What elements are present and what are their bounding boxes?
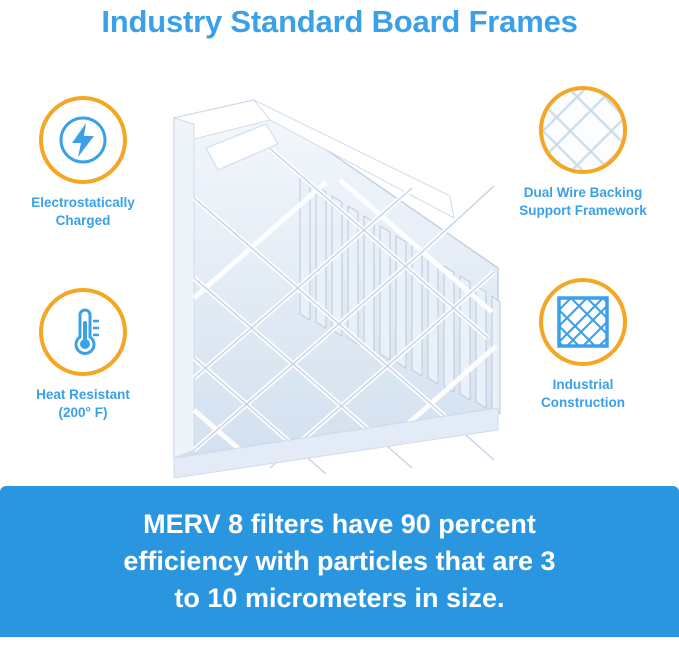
lightning-bolt-icon [57,114,109,166]
feature-icon-frame [39,288,127,376]
feature-electrostatically-charged [8,96,158,230]
feature-label-line1: Dual Wire Backing [523,185,643,200]
feature-label-line2: Support Framework [519,203,647,218]
banner-line-2: efficiency with particles that are 3 [123,546,556,576]
feature-label-line1: Heat Resistant [36,387,130,402]
wire-mesh-icon [543,89,623,171]
feature-label-line1: Industrial [552,377,614,392]
merv-info-banner [0,486,679,637]
feature-icon-frame [539,86,627,174]
feature-heat-resistant [8,288,158,422]
feature-label-line2: Charged [55,213,111,228]
feature-icon-frame [39,96,127,184]
feature-label [508,184,658,220]
feature-label [508,376,658,412]
thermometer-icon [56,305,110,359]
feature-industrial-construction [508,278,658,412]
banner-line-1: MERV 8 filters have 90 percent [143,509,536,539]
feature-dual-wire-backing [508,86,658,220]
banner-line-3: to 10 micrometers in size. [174,583,505,613]
feature-label-line2: Construction [541,395,625,410]
product-illustration [150,78,510,478]
grid-frame-icon [553,292,613,352]
page-title: Industry Standard Board Frames [101,4,578,39]
feature-icon-frame [539,278,627,366]
feature-label [8,194,158,230]
feature-label [8,386,158,422]
pleated-air-filter-icon [150,78,510,478]
feature-label-line2: (200° F) [58,405,108,420]
feature-label-line1: Electrostatically [31,195,135,210]
